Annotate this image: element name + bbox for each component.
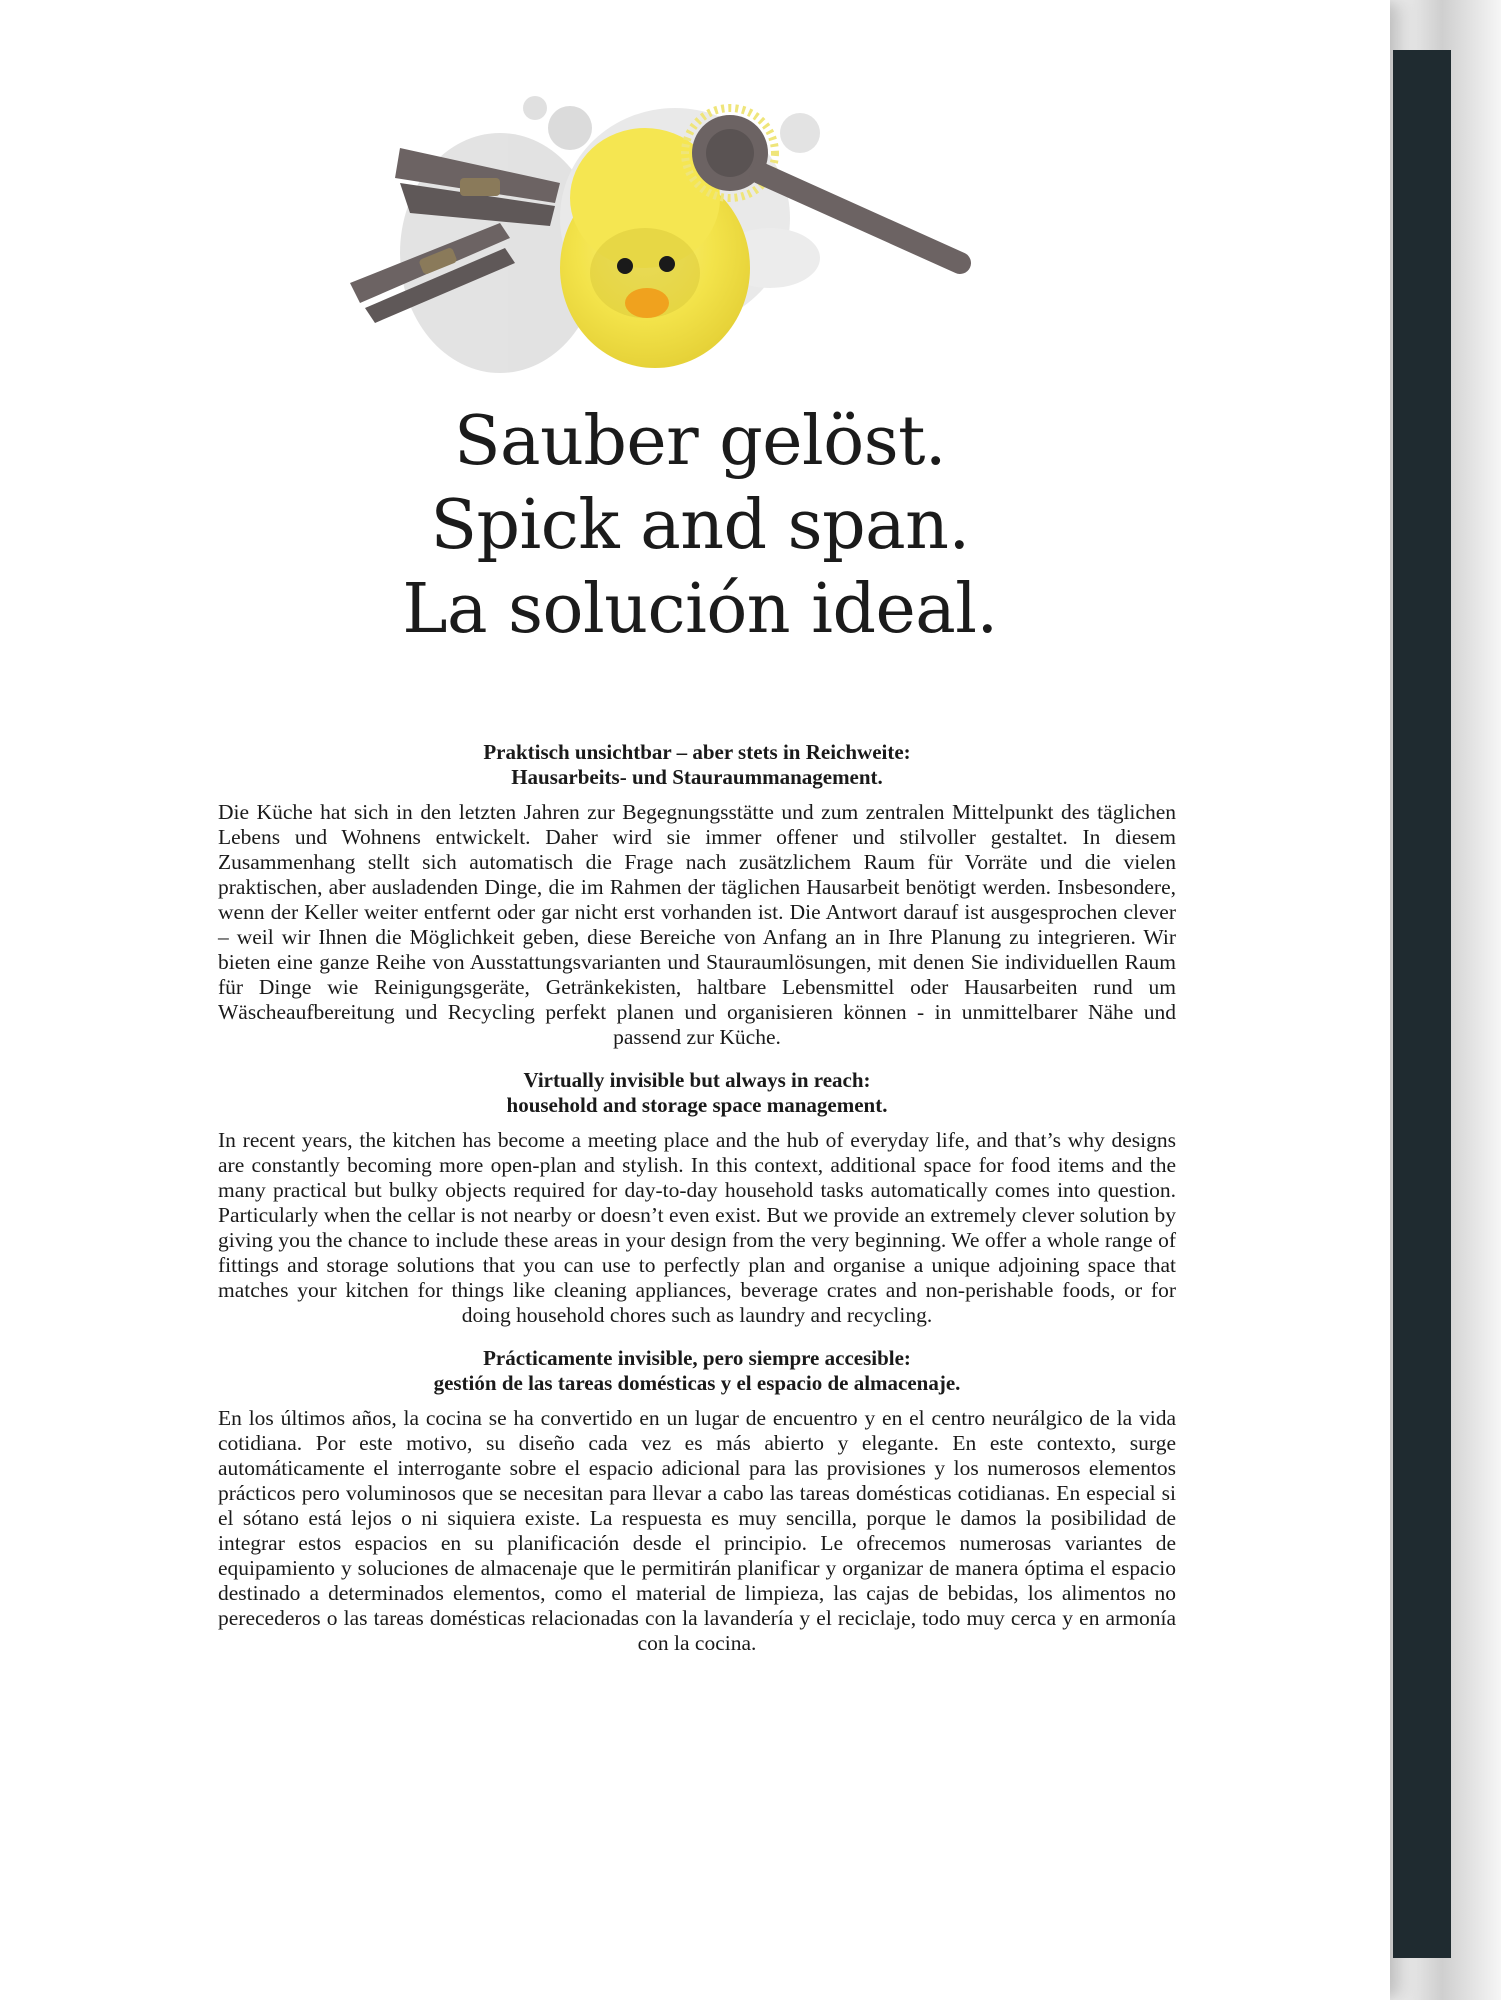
section-heading xyxy=(218,1068,1176,1118)
title-line-german: Sauber gelöst. xyxy=(453,402,947,481)
section-english xyxy=(218,1068,1176,1328)
heading-line: Prácticamente invisible, pero siempre accesible: xyxy=(483,1346,911,1370)
section-spanish xyxy=(218,1346,1176,1656)
section-body: En los últimos años, la cocina se ha convertido en un lugar de encuentro y en el centro neurálgico de la vida cotidiana. Por este motivo, su diseño cada vez es más abierto y elegante. En este contexto, surge automáticamente el interrogante sobre el espacio adicional para las provisiones y los numerosos elementos prácticos pero voluminosos que se necesitan para llevar a cabo las tareas domésticas cotidianas. En especial si el sótano está lejos o ni siquiera existe. La respuesta es muy sencilla, porque le damos la posibilidad de integrar estos espacios en su planificación desde el principio. Le ofrecemos numerosas variantes de equipamiento y soluciones de almacenaje que le permitirán planificar y organizar de manera óptima el espacio destinado a determinados elementos, como el material de limpieza, las cajas de bebidas, los alimentos no perecederos o las tareas domésticas relacionadas con la lavandería y el reciclaje, todo muy cerca y en armonía con la cocina. xyxy=(218,1406,1176,1655)
heading-line: gestión de las tareas domésticas y el espacio de almacenaje. xyxy=(433,1371,961,1395)
section-body: Die Küche hat sich in den letzten Jahren zur Begegnungsstätte und zum zentralen Mittelpunkt des täglichen Lebens und Wohnens entwickelt. Daher wird sie immer offener und stilvoller gestaltet. In diesem Zusammenhang stellt sich automatisch die Frage nach zusätzlichem Raum für Vorräte und die vielen praktischen, aber ausladenden Dinge, die im Rahmen der täglichen Hausarbeit benötigt werden. Insbesondere, wenn der Keller weiter entfernt oder gar nicht erst vorhanden ist. Die Antwort darauf ist ausgesprochen clever – weil wir Ihnen die Möglichkeit geben, diese Bereiche von Anfang an in Ihre Planung zu integrieren. Wir bieten eine ganze Reihe von Ausstattungsvarianten und Stauraumlösungen, mit denen Sie individuellen Raum für Dinge wie Reinigungsgeräte, Getränkekisten, haltbare Lebensmittel oder Hausarbeiten rund um Wäscheaufbereitung und Recycling perfekt planen und organisieren können - in unmittelbarer Nähe und passend zur Küche. xyxy=(218,800,1176,1049)
section-german xyxy=(218,740,1176,1050)
section-body: In recent years, the kitchen has become a meeting place and the hub of everyday life, and that’s why designs are constantly becoming more open-plan and stylish. In this context, additional space for food items and the many practical but bulky objects required for day-to-day household tasks automatically comes into question. Particularly when the cellar is not nearby or doesn’t even exist. But we provide an extremely clever solution by giving you the chance to include these areas in your design from the very beginning. We offer a whole range of fittings and storage solutions that you can use to perfectly plan and organise a unique adjoining space that matches your kitchen for things like cleaning appliances, beverage crates and non-perishable foods, or for doing household chores such as laundry and recycling. xyxy=(218,1128,1176,1327)
title-line-english: Spick and span. xyxy=(430,486,970,565)
section-heading xyxy=(218,740,1176,790)
section-heading xyxy=(218,1346,1176,1396)
back-cover-edge xyxy=(1393,50,1451,1958)
cleaning-illustration xyxy=(340,88,1000,378)
page-title xyxy=(220,400,1180,652)
heading-line: Hausarbeits- und Stauraummanagement. xyxy=(511,765,883,789)
body-text-column xyxy=(218,740,1176,1674)
title-line-spanish: La solución ideal. xyxy=(402,570,998,649)
heading-line: Praktisch unsichtbar – aber stets in Reichweite: xyxy=(483,740,911,764)
heading-line: Virtually invisible but always in reach: xyxy=(523,1068,871,1092)
heading-line: household and storage space management. xyxy=(506,1093,888,1117)
